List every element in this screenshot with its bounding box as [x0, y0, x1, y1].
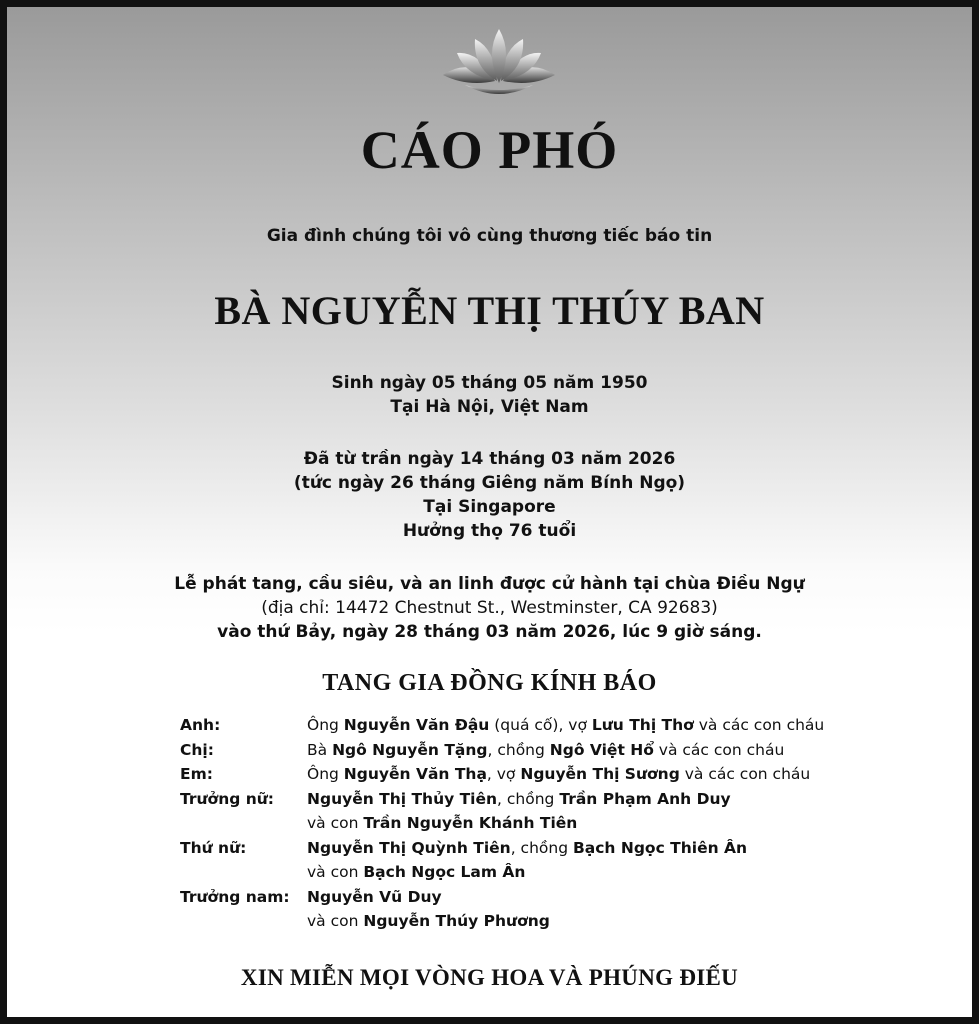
member-name: Ngô Nguyễn Tặng	[332, 740, 488, 759]
family-members	[307, 787, 880, 812]
family-relation: Em:	[180, 765, 213, 783]
ceremony-address: (địa chỉ: 14472 Chestnut St., Westminster, CA 92683)	[261, 598, 718, 618]
ceremony-info	[7, 572, 972, 644]
member-text: và con	[307, 863, 364, 881]
birth-date: Sinh ngày 05 tháng 05 năm 1950	[331, 373, 648, 393]
member-name: Trần Phạm Anh Duy	[559, 789, 731, 808]
member-name: Trần Nguyễn Khánh Tiên	[363, 814, 578, 832]
member-text: Ông	[307, 765, 344, 783]
member-text: , chồng	[487, 740, 550, 759]
announce-heading: TANG GIA ĐỒNG KÍNH BÁO	[322, 670, 657, 696]
family-list	[180, 713, 880, 934]
family-members	[307, 762, 880, 787]
family-relation	[180, 811, 307, 836]
member-name: Lưu Thị Thơ	[591, 716, 694, 734]
member-name: Nguyễn Thị Sương	[520, 765, 680, 783]
family-row	[180, 811, 880, 836]
birth-place: Tại Hà Nội, Việt Nam	[390, 397, 589, 417]
member-name: Nguyễn Vũ Duy	[307, 887, 442, 906]
family-members	[307, 860, 880, 885]
deceased-name: BÀ NGUYỄN THỊ THÚY BAN	[214, 288, 765, 333]
member-text: (quá cố), vợ	[489, 716, 592, 734]
death-place: Tại Singapore	[423, 497, 556, 517]
lotus-icon	[435, 23, 563, 101]
member-text: và con	[307, 912, 364, 930]
member-name: Bạch Ngọc Lam Ân	[363, 863, 526, 881]
member-name: Bạch Ngọc Thiên Ân	[572, 838, 748, 857]
member-text: và các con cháu	[653, 740, 785, 759]
member-text: và con	[307, 814, 364, 832]
member-text: , chồng	[510, 838, 573, 857]
family-members	[307, 909, 880, 934]
member-name: Ngô Việt Hổ	[549, 740, 654, 759]
member-name: Nguyễn Văn Thạ	[343, 765, 487, 783]
family-members	[307, 836, 880, 861]
family-relation: Anh:	[180, 716, 221, 734]
family-row	[180, 787, 880, 812]
member-name: Nguyễn Thị Thủy Tiên	[307, 789, 498, 808]
footer-note: XIN MIỄN MỌI VÒNG HOA VÀ PHÚNG ĐIẾU	[240, 965, 739, 990]
family-members	[307, 713, 880, 738]
family-relation	[180, 860, 307, 885]
family-relation: Thứ nữ:	[180, 838, 247, 857]
member-text: và các con cháu	[693, 716, 825, 734]
family-members	[307, 738, 880, 763]
family-members	[307, 811, 880, 836]
member-name: Nguyễn Thúy Phương	[363, 912, 550, 930]
birth-info	[7, 371, 972, 419]
family-row	[180, 836, 880, 861]
family-members	[307, 885, 880, 910]
family-row	[180, 738, 880, 763]
family-relation: Chị:	[180, 740, 214, 759]
lunar-date: (tức ngày 26 tháng Giêng năm Bính Ngọ)	[293, 473, 686, 493]
member-name: Nguyễn Thị Quỳnh Tiên	[307, 838, 511, 857]
member-text: Bà	[307, 740, 333, 759]
family-relation: Trưởng nam:	[180, 887, 290, 906]
family-row	[180, 909, 880, 934]
member-text: Ông	[307, 716, 344, 734]
intro-text: Gia đình chúng tôi vô cùng thương tiếc báo tin	[266, 226, 713, 246]
death-info	[7, 447, 972, 543]
ceremony-line: Lễ phát tang, cầu siêu, và an linh được cử hành tại chùa Điều Ngự	[174, 574, 805, 594]
member-text: , chồng	[497, 789, 560, 808]
family-row	[180, 762, 880, 787]
family-row	[180, 885, 880, 910]
member-text: và các con cháu	[679, 765, 811, 783]
ceremony-time: vào thứ Bảy, ngày 28 tháng 03 năm 2026, lúc 9 giờ sáng.	[217, 622, 762, 642]
page-title: CÁO PHÓ	[360, 120, 619, 180]
family-relation: Trưởng nữ:	[180, 789, 274, 808]
member-name: Nguyễn Văn Đậu	[343, 716, 490, 734]
family-relation	[180, 909, 307, 934]
family-row	[180, 860, 880, 885]
age: Hưởng thọ 76 tuổi	[402, 521, 577, 541]
member-text: , vợ	[486, 765, 521, 783]
death-date: Đã từ trần ngày 14 tháng 03 năm 2026	[303, 449, 676, 469]
family-row	[180, 713, 880, 738]
